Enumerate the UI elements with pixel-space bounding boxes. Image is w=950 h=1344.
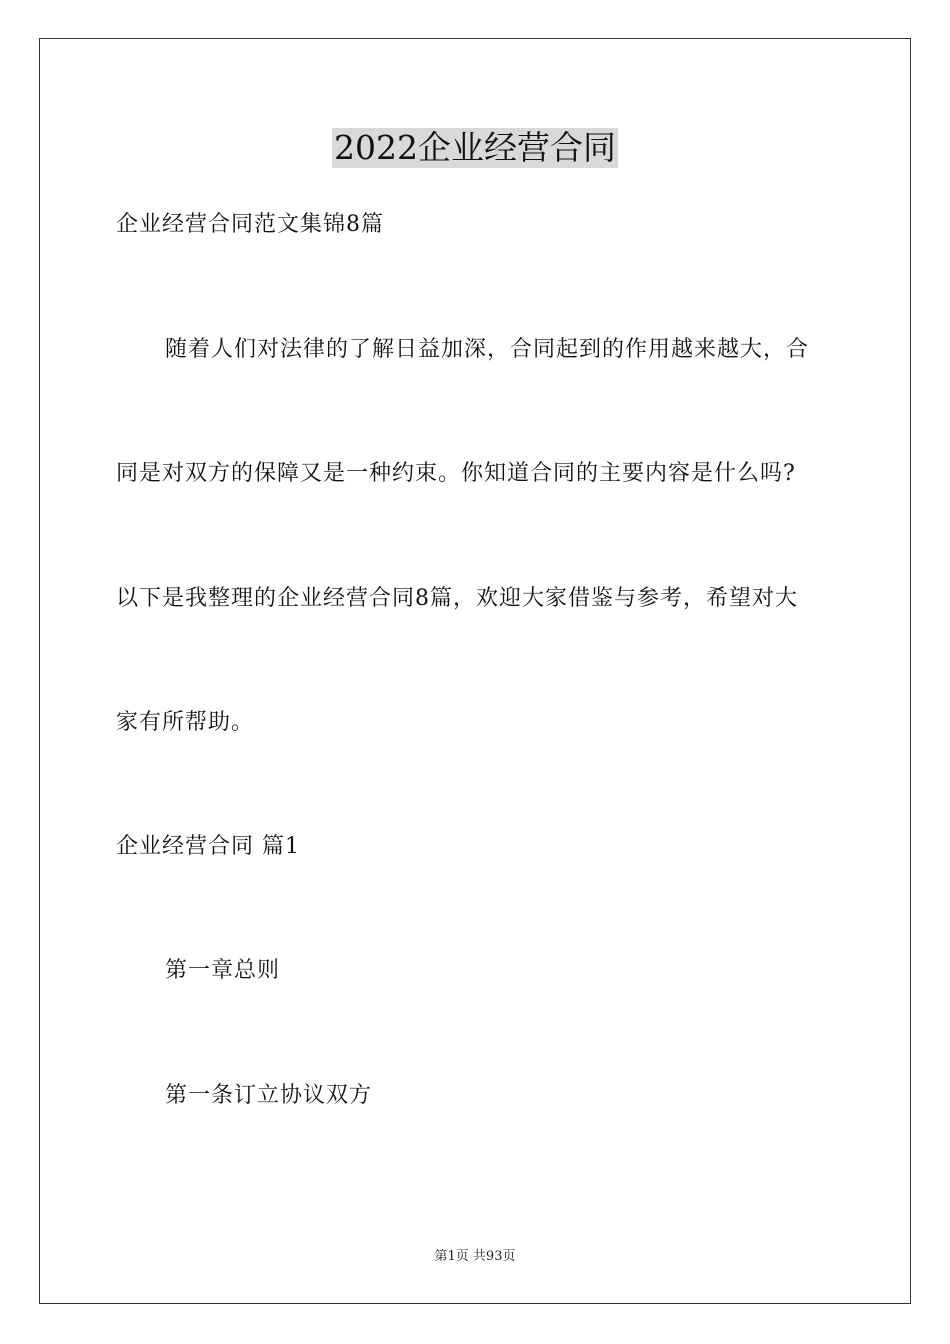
intro-line-3: 以下是我整理的企业经营合同8篇，欢迎大家借鉴与参考，希望对大	[116, 586, 798, 611]
page-number-footer: 第1页 共93页	[434, 1249, 516, 1264]
chapter-heading: 第一章总则	[165, 958, 281, 983]
intro-line-4: 家有所帮助。	[116, 710, 255, 735]
document-title: 2022企业经营合同	[334, 128, 616, 167]
intro-line-2: 同是对双方的保障又是一种约束。你知道合同的主要内容是什么吗?	[116, 461, 796, 486]
title-container	[0, 128, 950, 168]
article-heading: 第一条订立协议双方	[165, 1083, 373, 1108]
section-heading: 企业经营合同 篇1	[116, 834, 300, 859]
document-subtitle: 企业经营合同范文集锦8篇	[116, 212, 384, 237]
intro-line-1: 随着人们对法律的了解日益加深，合同起到的作用越来越大，合	[165, 337, 810, 362]
